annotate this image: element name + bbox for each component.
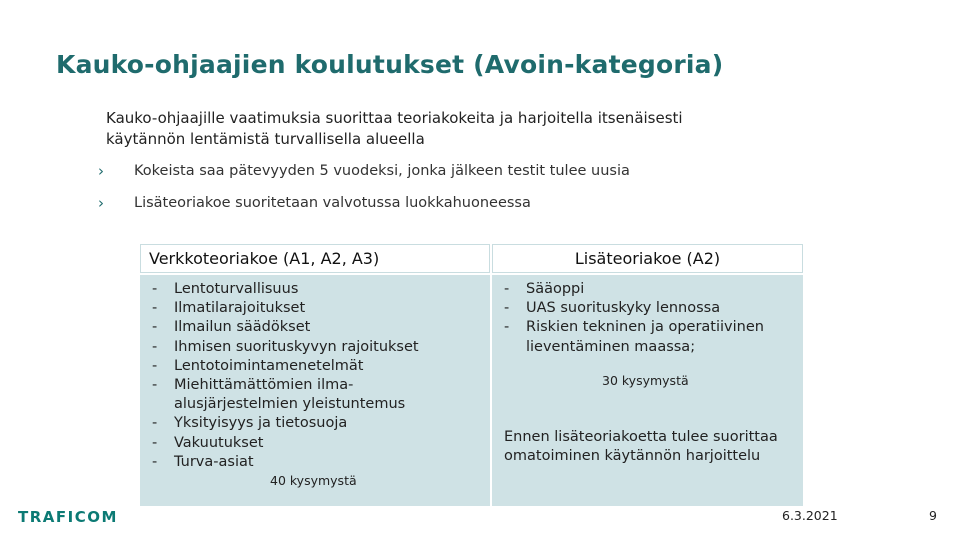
topic-item: - Vakuutukset	[152, 434, 419, 453]
topic-item: - Lentoturvallisuus	[152, 280, 419, 299]
supplementary-exam-column	[492, 244, 803, 506]
page-number: 9	[929, 508, 937, 523]
topic-item: - Yksityisyys ja tietosuoja	[152, 414, 419, 433]
slide-title: Kauko-ohjaajien koulutukset (Avoin-kategoria)	[56, 50, 724, 79]
logo-text: TRAFICOM	[18, 508, 118, 526]
topic-item: - UAS suorituskyky lennossa	[504, 299, 796, 318]
online-exam-topics	[152, 280, 419, 472]
topic-item: - Riskien tekninen ja operatiivinen lieventäminen maassa;	[504, 318, 796, 356]
topic-item: - Lentotoimintamenetelmät	[152, 357, 419, 376]
topic-item: - Ilmailun säädökset	[152, 318, 419, 337]
topic-item: - Turva-asiat	[152, 453, 419, 472]
online-exam-cell	[140, 275, 490, 506]
slide-date: 6.3.2021	[782, 508, 838, 523]
exam-comparison-table	[140, 244, 803, 506]
topic-item: - Ilmatilarajoitukset	[152, 299, 419, 318]
supplementary-exam-topics	[504, 280, 796, 357]
supplementary-exam-cell	[492, 275, 803, 506]
online-exam-header: Verkkoteoriakoe (A1, A2, A3)	[140, 244, 490, 273]
chevron-right-icon: ›	[98, 162, 104, 180]
supplementary-exam-header: Lisäteoriakoe (A2)	[492, 244, 803, 273]
topic-item: - Miehittämättömien ilma-alusjärjestelmien yleistuntemus	[152, 376, 414, 414]
bullet-text: Kokeista saa pätevyyden 5 vuodeksi, jonka jälkeen testit tulee uusia	[134, 163, 630, 179]
bullet-text: Lisäteoriakoe suoritetaan valvotussa luokkahuoneessa	[134, 195, 531, 211]
practice-requirement-note: Ennen lisäteoriakoetta tulee suorittaa omatoiminen käytännön harjoittelu	[504, 429, 778, 465]
topic-item: - Ihmisen suorituskyvyn rajoitukset	[152, 338, 419, 357]
traficom-logo	[18, 508, 118, 526]
chevron-right-icon: ›	[98, 194, 104, 212]
intro-text: Kauko-ohjaajille vaatimuksia suorittaa teoriakokeita ja harjoitella itsenäisesti käytännön lentämistä turvallisella alueella	[106, 109, 683, 148]
online-exam-column	[140, 244, 490, 506]
supplementary-exam-question-count: 30 kysymystä	[602, 373, 689, 388]
online-exam-question-count: 40 kysymystä	[270, 473, 357, 488]
topic-item: - Sääoppi	[504, 280, 796, 299]
